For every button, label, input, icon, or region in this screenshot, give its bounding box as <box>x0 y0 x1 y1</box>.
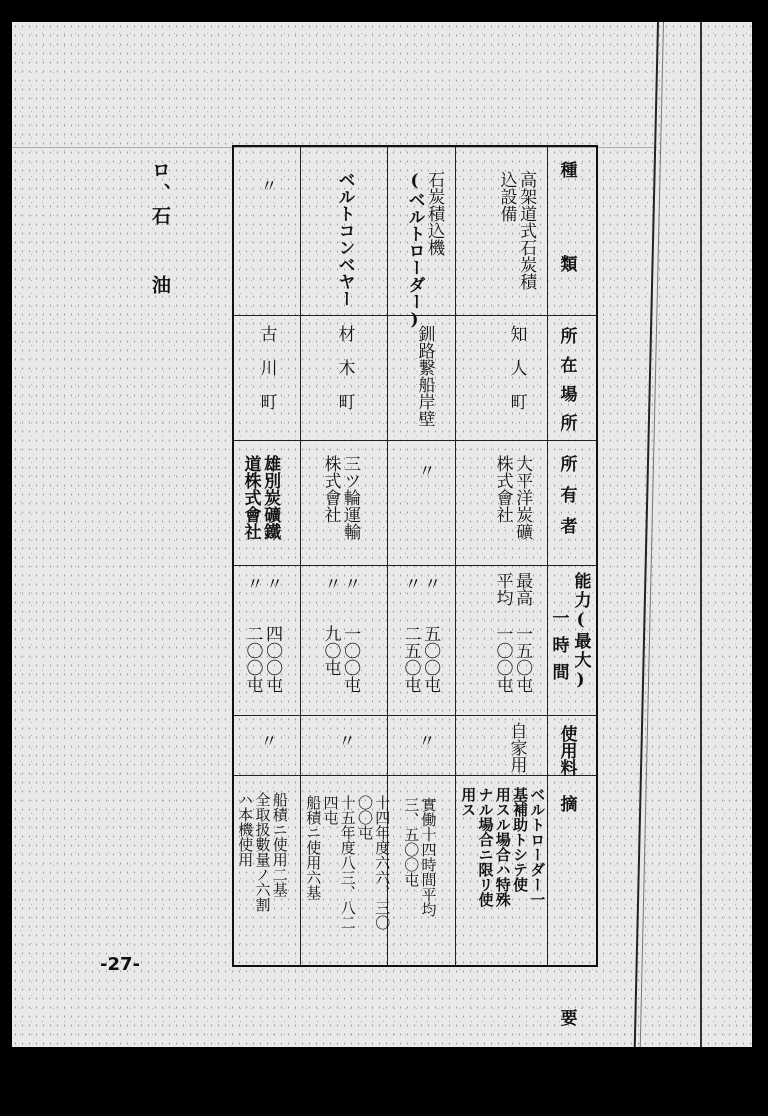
row2-remarks-line2: 三、五〇〇屯 <box>402 797 421 887</box>
row2-type <box>404 171 443 330</box>
row1-location: 知 人 町 <box>506 325 527 410</box>
row1-type-line2: 込設備 <box>496 171 517 222</box>
row2-type-line2: (ベルトローダー) <box>404 171 425 330</box>
rule-after-location <box>234 440 596 441</box>
row3-capacity-avg: 九〇屯 <box>320 625 341 676</box>
row3-capacity-values <box>320 625 359 693</box>
row4-capacity-label-max: 〃 <box>262 575 283 592</box>
row3-fee: 〃 <box>334 732 355 749</box>
page-number: -27- <box>100 954 140 975</box>
section-label: ロ、石 油 <box>148 160 171 298</box>
row4-owner <box>240 455 279 540</box>
row4-capacity-avg: 二〇〇屯 <box>242 625 263 693</box>
row4-remarks <box>236 792 288 912</box>
rule-after-fee <box>234 775 596 776</box>
row3-owner-line2: 株式會社 <box>320 455 341 523</box>
header-type: 種 類 <box>556 161 577 302</box>
row4-remarks-line3: ハ本機使用 <box>236 792 255 867</box>
row4-remarks-line2: 全取扱數量ノ六割 <box>253 792 272 912</box>
row4-type: 〃 <box>256 177 277 194</box>
rule-after-owner <box>234 565 596 566</box>
row2-remarks <box>402 797 437 917</box>
row1-owner-line2: 株式會社 <box>492 455 513 523</box>
header-fee: 使用料 <box>556 725 577 776</box>
header-location: 所在場所 <box>556 327 577 443</box>
row1-capacity-values <box>492 625 531 693</box>
row3-remarks-line3: 十五年度八三、八二 <box>338 795 357 930</box>
row4-capacity-label-avg: 〃 <box>242 575 263 592</box>
rule-row-4-3 <box>300 147 301 965</box>
row1-owner <box>492 455 531 540</box>
row4-owner-line2: 道株式會社 <box>240 455 261 540</box>
page-edge <box>700 22 702 1047</box>
row2-capacity-label-max: 〃 <box>420 575 441 592</box>
row4-capacity-labels <box>242 575 281 592</box>
row2-owner: 〃 <box>414 462 435 479</box>
row2-type-line1: 石炭積込機 <box>424 171 445 256</box>
row3-capacity-label-avg: 〃 <box>320 575 341 592</box>
header-remarks: 摘 要 <box>556 795 577 1116</box>
row1-type-line1: 高架道式石炭積 <box>516 171 537 290</box>
row1-remarks-line3: 用スル場合ハ特殊 <box>493 787 512 907</box>
row2-capacity-avg: 二五〇屯 <box>400 625 421 693</box>
row1-capacity-max: 一五〇屯 <box>512 625 533 693</box>
row1-fee: 自家用 <box>506 722 527 773</box>
row2-capacity-max: 五〇〇屯 <box>420 625 441 693</box>
row3-type: ベルトコンベヤー <box>334 171 355 307</box>
row1-remarks-line2: 基補助トシテ使 <box>511 787 529 892</box>
row3-owner-line1: 三ツ輪運輸 <box>340 455 361 540</box>
row1-capacity-labels <box>492 572 531 606</box>
rule-row-1-header <box>547 147 548 965</box>
row3-owner <box>320 455 359 540</box>
row1-remarks-line1: ベルトローダー一 <box>528 787 547 907</box>
row1-capacity-avg: 一〇〇屯 <box>492 625 513 693</box>
row3-remarks-line5: 船積ニ使用六基 <box>304 795 323 900</box>
row1-remarks-line5: 用ス <box>459 787 478 817</box>
row4-location: 古 川 町 <box>256 325 277 410</box>
binding-fold <box>634 22 664 1047</box>
row4-remarks-line1: 船積ニ使用二基 <box>270 792 289 897</box>
row1-remarks-line4: ナル場合ニ限リ使 <box>476 787 495 907</box>
row2-capacity-values <box>400 625 439 693</box>
row2-capacity-labels <box>400 575 439 592</box>
row3-remarks-line1: 十四年度六六、三〇 <box>373 795 392 930</box>
row3-capacity-labels <box>320 575 359 592</box>
row2-fee: 〃 <box>414 732 435 749</box>
row3-capacity-label-max: 〃 <box>340 575 361 592</box>
row3-remarks <box>304 795 390 930</box>
row1-capacity-label-max: 最高 <box>512 572 533 606</box>
row4-fee: 〃 <box>256 732 277 749</box>
row4-capacity-max: 四〇〇屯 <box>262 625 283 693</box>
rule-after-capacity <box>234 715 596 716</box>
row2-location: 釧路繋船岸壁 <box>414 325 435 427</box>
row3-remarks-line2: 〇〇屯 <box>356 795 374 840</box>
row4-owner-line1: 雄別炭礦鐵 <box>260 455 281 540</box>
equipment-table <box>232 145 598 1116</box>
header-capacity: 能力(最大) <box>570 572 591 692</box>
header-capacity-unit: 一時間 <box>548 609 569 690</box>
rule-row-2-1 <box>455 147 456 965</box>
row3-capacity-max: 一〇〇屯 <box>340 625 361 693</box>
row1-owner-line1: 大平洋炭礦 <box>512 455 533 540</box>
row4-capacity-values <box>242 625 281 693</box>
row1-remarks <box>459 787 545 907</box>
row3-location: 材 木 町 <box>334 325 355 410</box>
row2-capacity-label-avg: 〃 <box>400 575 421 592</box>
row1-capacity-label-avg: 平均 <box>492 572 513 606</box>
row1-type <box>496 171 535 290</box>
row3-remarks-line4: 四屯 <box>321 795 340 825</box>
header-owner: 所有者 <box>556 455 577 548</box>
row2-remarks-line1: 實働十四時間平均 <box>419 797 438 917</box>
